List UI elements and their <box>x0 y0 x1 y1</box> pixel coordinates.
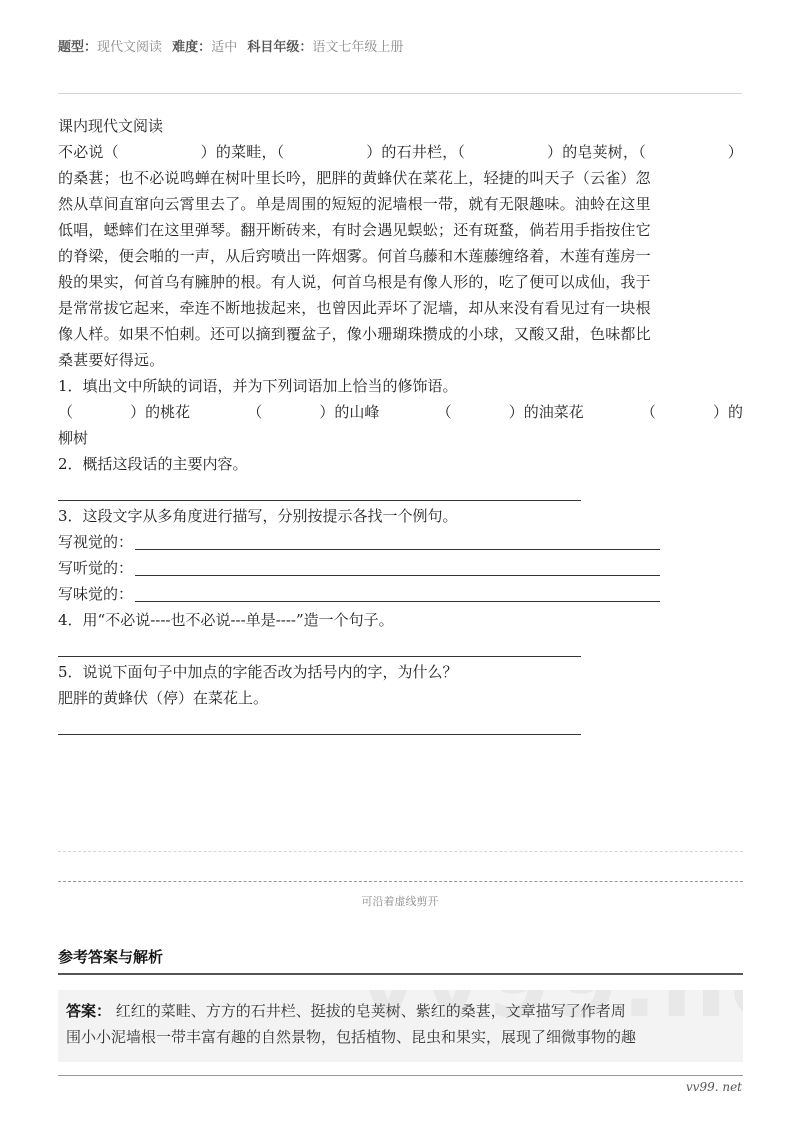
answer-line-2: 围小小泥墙根一带丰富有趣的自然景物，包括植物、昆虫和果实，展现了细微事物的趣 <box>66 1028 637 1046</box>
answer-line-1 <box>66 998 735 1024</box>
passage-line: 的桑葚；也不必说鸣蝉在树叶里长吟，肥胖的黄蜂伏在菜花上，轻捷的叫天子（云雀）忽 <box>58 169 651 187</box>
question-5: 5．说说下面句子中加点的字能否改为括号内的字，为什么？ <box>58 663 458 681</box>
blank-open: （ <box>58 403 74 421</box>
passage-line: 桑葚要好得远。 <box>58 351 165 369</box>
meta-divider <box>58 93 742 94</box>
passage-text: ）的石井栏，（ <box>366 143 466 161</box>
passage-line-1 <box>58 139 743 165</box>
question-4: 4．用“不必说----也不必说---单是----”造一个句子。 <box>58 611 394 629</box>
blank-open: （ <box>640 403 656 421</box>
question-1-blanks <box>58 399 743 425</box>
question-3: 3．这段文字从多角度进行描写，分别按提示各找一个例句。 <box>58 507 458 525</box>
subject-value: 语文七年级上册 <box>312 40 404 55</box>
answers-title: 参考答案与解析 <box>58 948 164 966</box>
answer-box <box>58 990 743 1062</box>
type-label: 题型： <box>58 40 98 55</box>
prompt-taste: 写味觉的： <box>58 585 134 603</box>
cut-note: 可沿着虚线剪开 <box>361 895 439 908</box>
passage-text: 不必说（ <box>58 143 119 161</box>
type-value: 现代文阅读 <box>97 40 163 55</box>
blank-phrase: ）的桃花 <box>130 403 191 421</box>
difficulty-label: 难度： <box>172 40 212 55</box>
footer-brand: vv99. net <box>685 1080 742 1094</box>
prompt-visual: 写视觉的： <box>58 533 134 551</box>
question-1-wrap: 柳树 <box>58 429 89 447</box>
section-title: 课内现代文阅读 <box>58 117 164 135</box>
difficulty-value: 适中 <box>211 40 238 55</box>
blank-phrase: ）的 <box>712 403 743 421</box>
passage-line: 的脊梁，便会啪的一声，从后窍喷出一阵烟雾。何首乌藤和木莲藤缠络着，木莲有莲房一 <box>58 247 651 265</box>
question-content <box>58 113 743 737</box>
prompt-auditory: 写听觉的： <box>58 559 134 577</box>
passage-text: ） <box>727 143 743 161</box>
watermark <box>358 990 743 998</box>
cut-line-upper <box>58 851 743 852</box>
passage-line: 像人样。如果不怕刺。还可以摘到覆盆子，像小珊瑚珠攒成的小球，又酸又甜，色味都比 <box>58 325 651 343</box>
answer-text: 红红的菜畦、方方的石井栏、挺拔的皂荚树、紫红的桑葚，文章描写了作者周 <box>115 1002 626 1020</box>
passage-text: ）的皂荚树，（ <box>547 143 646 161</box>
answer-label: 答案： <box>66 1002 112 1020</box>
subject-label: 科目年级： <box>247 40 313 55</box>
question-5-sentence: 肥胖的黄蜂伏（停）在菜花上。 <box>58 689 269 707</box>
answer-line-q5[interactable] <box>58 711 743 737</box>
passage-line: 是常常拔它起来，牵连不断地拔起来，也曾因此弄坏了泥墙，却从来没有看见过有一块根 <box>58 299 651 317</box>
question-meta <box>58 36 403 55</box>
answer-line-q4[interactable] <box>58 633 743 659</box>
answer-line-visual[interactable] <box>58 529 743 555</box>
answer-line-auditory[interactable] <box>58 555 743 581</box>
blank-open: （ <box>247 403 263 421</box>
blank-phrase: ）的山峰 <box>319 403 380 421</box>
passage-line: 然从草间直窜向云霄里去了。单是周围的短短的泥墙根一带，就有无限趣味。油蛉在这里 <box>58 195 651 213</box>
answers-divider <box>58 973 743 975</box>
passage-line: 般的果实，何首乌有臃肿的根。有人说，何首乌根是有像人形的，吃了便可以成仙，我于 <box>58 273 651 291</box>
question-1: 1．填出文中所缺的词语，并为下列词语加上恰当的修饰语。 <box>58 377 458 395</box>
answer-line-taste[interactable] <box>58 581 743 607</box>
question-2: 2．概括这段话的主要内容。 <box>58 455 248 473</box>
passage-line: 低唱，蟋蟀们在这里弹琴。翻开断砖来，有时会遇见蜈蚣；还有斑蝥，倘若用手指按住它 <box>58 221 651 239</box>
blank-phrase: ）的油菜花 <box>508 403 584 421</box>
cut-line <box>58 881 743 882</box>
footer-divider <box>58 1075 743 1076</box>
answer-line-q2[interactable] <box>58 477 743 503</box>
blank-open: （ <box>436 403 452 421</box>
passage-text: ）的菜畦，（ <box>200 143 285 161</box>
